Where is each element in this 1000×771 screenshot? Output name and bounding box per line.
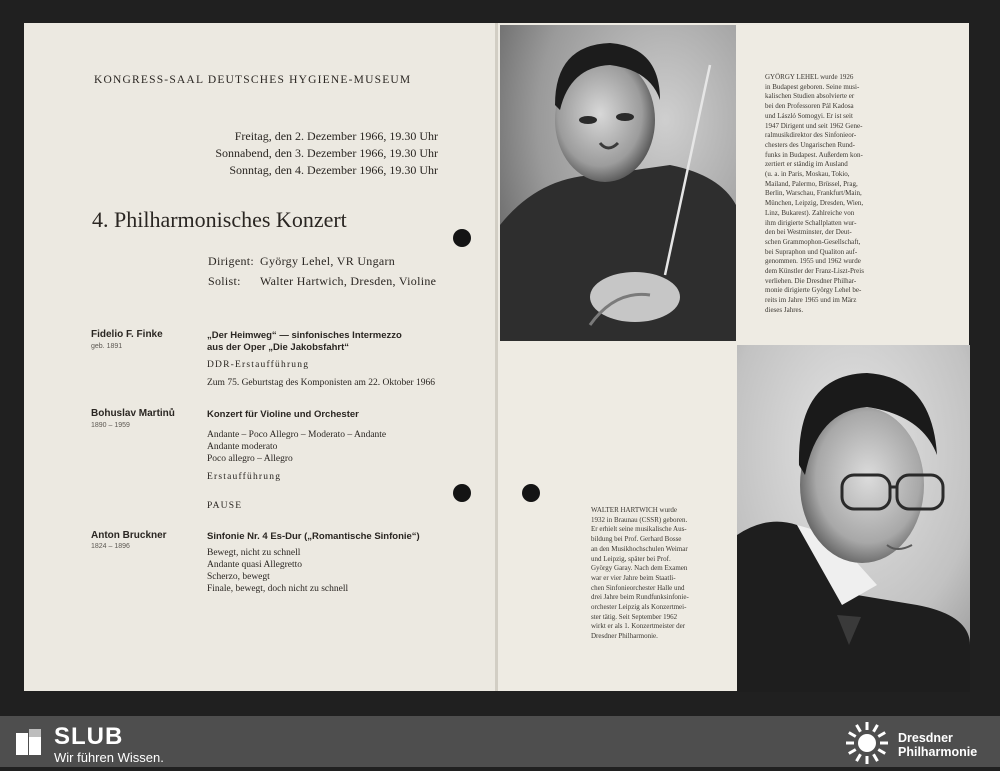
bio-line: dieses Jahres. [765, 305, 804, 314]
conductor-portrait [500, 25, 736, 341]
bio-line: orchester Leipzig als Konzertmei- [591, 603, 687, 612]
bio-line: 1932 in Braunau (CSSR) geboren. [591, 515, 688, 524]
movement: Andante – Poco Allegro – Moderato – Andante [207, 430, 387, 440]
binder-hole [453, 484, 471, 502]
bio-line: György Garay. Nach dem Examen [591, 564, 688, 573]
bio-line: funks in Budapest. Außerdem kon- [765, 150, 863, 159]
slub-logo-icon[interactable] [14, 727, 44, 762]
bio-line: drei Jahre beim Rundfunksinfonie- [591, 593, 689, 602]
soloist-name: Walter Hartwich, Dresden, Violine [260, 274, 437, 288]
bio-line: reits im Jahre 1965 und im März [765, 296, 857, 305]
work-title-line: aus der Oper „Die Jakobsfahrt“ [207, 342, 350, 353]
concert-title: 4. Philharmonisches Konzert [92, 207, 347, 232]
soloist-portrait [737, 345, 970, 692]
conductor-name: György Lehel, VR Ungarn [260, 254, 396, 268]
bio-line: zertiert er ständig im Ausland [765, 160, 848, 169]
bio-line: chesters des Ungarischen Rund- [765, 140, 856, 149]
composer-name: Bohuslav Martinů [91, 408, 175, 419]
bio-line: wirkt er als 1. Konzertmeister der [591, 622, 686, 631]
bio-line: monie dirigierte György Lehel be- [765, 286, 862, 295]
conductor-biography [765, 73, 908, 316]
date-line: Sonnabend, den 3. Dezember 1966, 19.30 Uhr [215, 146, 438, 160]
anniversary-note: Zum 75. Geburtstag des Komponisten am 22. Oktober 1966 [207, 378, 435, 388]
composer-years: 1890 – 1959 [91, 422, 130, 429]
work-title: Sinfonie Nr. 4 Es-Dur („Romantische Sinfonie“) [207, 531, 420, 542]
soloist-biography [591, 506, 732, 642]
composer-years: geb. 1891 [91, 343, 123, 350]
binder-hole [453, 229, 471, 247]
soloist-label: Solist: [208, 274, 241, 288]
bio-line: ralmusikdirektor des Sinfonieor- [765, 131, 857, 140]
slub-tagline: Wir führen Wissen. [54, 750, 164, 765]
bio-line: den bei Westminster, der Deut- [765, 228, 852, 237]
movement: Andante quasi Allegretto [207, 560, 302, 570]
work-title [207, 330, 402, 354]
bio-line: bei den Professoren Pál Kadosa [765, 102, 854, 111]
philharmonie-name-line: Philharmonie [898, 745, 978, 759]
bio-line: GYÖRGY LEHEL wurde 1926 [765, 73, 854, 81]
philharmonie-name[interactable] [898, 731, 977, 759]
bio-line: München, Leipzig, Dresden, Wien, [765, 199, 864, 208]
bio-line: Linz, Bukarest). Zahlreiche von [765, 208, 855, 217]
bio-line: genommen. 1955 und 1962 wurde [765, 257, 861, 266]
bio-line: und László Somogyi. Er ist seit [765, 111, 853, 120]
premiere-note: DDR-Erstaufführung [207, 360, 310, 370]
bio-line: und Leipzig, später bei Prof. [591, 554, 671, 563]
bio-line: ihm dirigierte Schallplatten wur- [765, 218, 857, 227]
bio-line: dem Künstler der Franz-Liszt-Preis [765, 267, 864, 276]
bio-line: an den Musikhochschulen Weimar [591, 544, 688, 553]
bio-line: Er erhielt seine musikalische Aus- [591, 525, 687, 534]
composer-name: Fidelio F. Finke [91, 329, 163, 340]
bio-line: chen Sinfonieorchester Halle und [591, 583, 685, 592]
bio-line: Berlin, Warschau, Frankfurt/Main, [765, 189, 862, 198]
bio-line: 1947 Dirigent und seit 1962 Gene- [765, 121, 863, 130]
bio-line: verliehen. Die Dresdner Philhar- [765, 276, 857, 285]
philharmonie-logo-icon[interactable] [844, 720, 890, 771]
philharmonie-name-line: Dresdner [898, 731, 953, 745]
movement: Scherzo, bewegt [207, 572, 270, 582]
bio-line: (u. a. in Paris, Moskau, Tokio, [765, 170, 850, 179]
work-title-line: „Der Heimweg“ — sinfonisches Intermezzo [207, 330, 402, 341]
venue-heading: KONGRESS-SAAL DEUTSCHES HYGIENE-MUSEUM [94, 74, 412, 86]
slub-name[interactable]: SLUB [54, 723, 124, 750]
bio-line: bildung bei Prof. Gerhard Bosse [591, 535, 682, 544]
bio-line: ster tätig. Seit September 1962 [591, 612, 678, 621]
bio-line: Mailand, Palermo, Brüssel, Prag, [765, 179, 858, 188]
work-title: Konzert für Violine und Orchester [207, 409, 359, 420]
bio-line: schen Grammophon-Gesellschaft, [765, 237, 861, 246]
bio-line: Dresdner Philharmonie. [591, 632, 658, 641]
movement: Bewegt, nicht zu schnell [207, 548, 301, 558]
pause-label: PAUSE [207, 501, 243, 511]
movement: Finale, bewegt, doch nicht zu schnell [207, 584, 349, 594]
composer-years: 1824 – 1896 [91, 543, 130, 550]
conductor-label: Dirigent: [208, 254, 255, 268]
date-line: Freitag, den 2. Dezember 1966, 19.30 Uhr [234, 129, 438, 143]
binder-hole [522, 484, 540, 502]
bio-line: in Budapest geboren. Seine musi- [765, 82, 860, 91]
movement: Andante moderato [207, 442, 278, 452]
composer-name: Anton Bruckner [91, 530, 167, 541]
bio-line: kalischen Studien absolvierte er [765, 92, 855, 101]
program-content [24, 23, 496, 691]
bio-line: war er vier Jahre beim Staatli- [591, 573, 676, 582]
bio-line: bei Supraphon und Qualiton auf- [765, 247, 858, 256]
bio-line: WALTER HARTWICH wurde [591, 506, 678, 514]
date-line: Sonntag, den 4. Dezember 1966, 19.30 Uhr [229, 163, 438, 177]
movement: Poco allegro – Allegro [207, 454, 293, 464]
premiere-note: Erstaufführung [207, 472, 282, 482]
